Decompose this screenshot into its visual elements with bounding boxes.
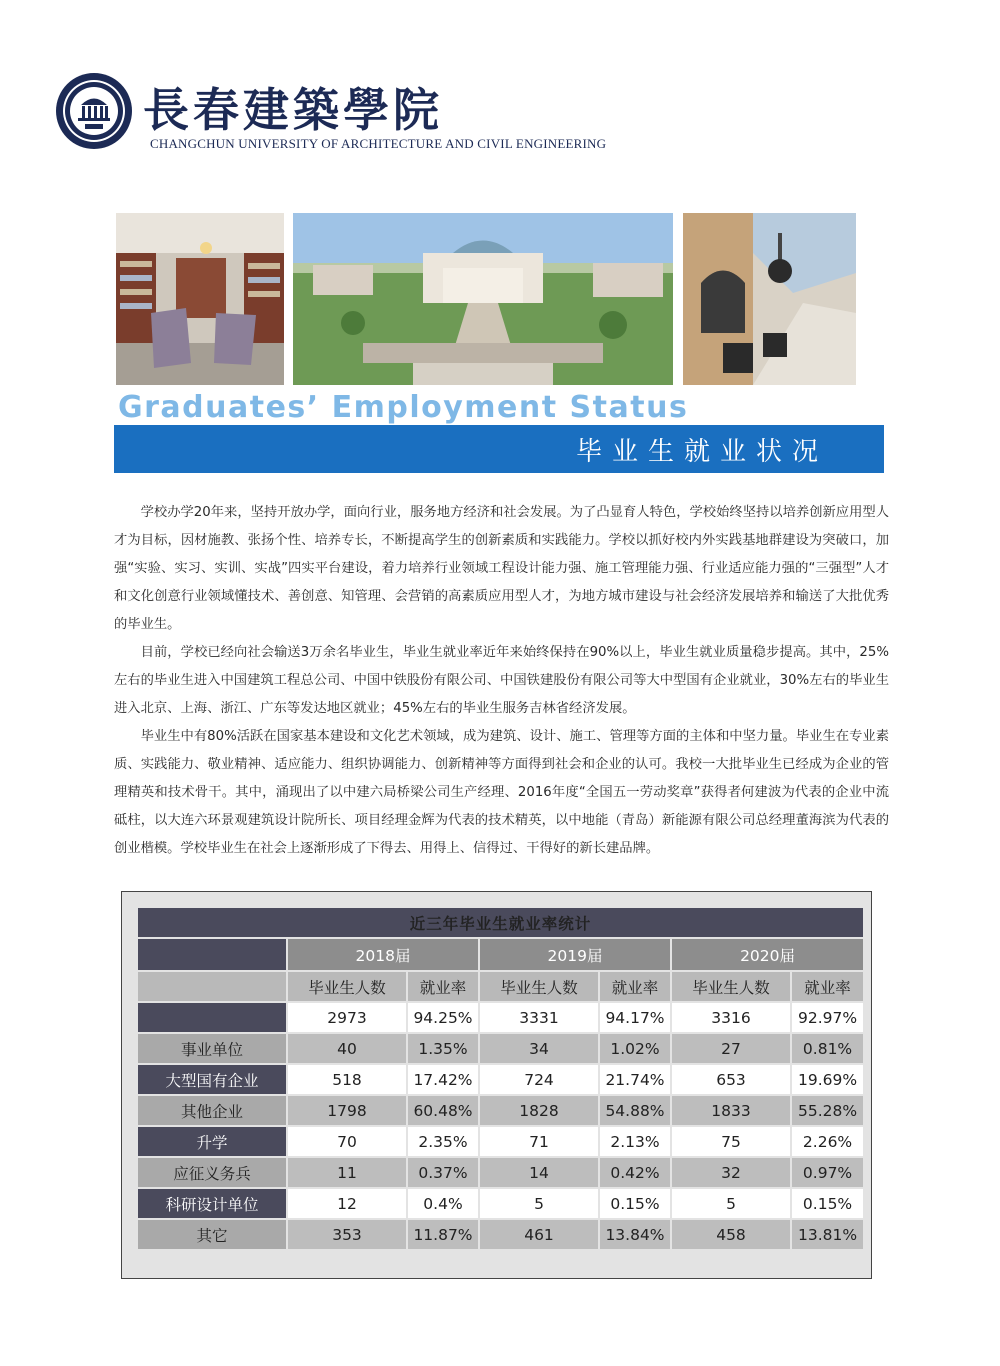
table-row bbox=[138, 1096, 863, 1125]
row-label: 其他企业 bbox=[138, 1096, 286, 1125]
table-cell: 0.81% bbox=[792, 1034, 863, 1063]
col-header-graduates: 毕业生人数 bbox=[288, 972, 406, 1001]
row-label: 升学 bbox=[138, 1127, 286, 1156]
row-label: 其它 bbox=[138, 1220, 286, 1249]
table-cell: 518 bbox=[288, 1065, 406, 1094]
table-corner-cell bbox=[138, 939, 286, 970]
table-cell: 3331 bbox=[480, 1003, 598, 1032]
table-cell: 54.88% bbox=[600, 1096, 670, 1125]
table-cell: 55.28% bbox=[792, 1096, 863, 1125]
table-cell: 2.26% bbox=[792, 1127, 863, 1156]
table-cell: 458 bbox=[672, 1220, 790, 1249]
table-row bbox=[138, 1127, 863, 1156]
table-cell: 13.81% bbox=[792, 1220, 863, 1249]
article-paragraph: 学校办学20年来，坚持开放办学，面向行业，服务地方经济和社会发展。为了凸显育人特色，学校始终坚持以培养创新应用型人才为目标，因材施教、张扬个性、培养专长，不断提高学生的创新素质和实践能力。学校以抓好校内外实践基地群建设为突破口，加强“实验、实习、实训、实战”四实平台建设，着力培养行业领域工程设计能力强、施工管理能力强、行业适应能力强的“三强型”人才和文化创意行业领域懂技术、善创意、知管理、会营销的高素质应用型人才，为地方城市建设与社会经济发展培养和输送了大批优秀的毕业生。 bbox=[114, 505, 889, 632]
banner-band bbox=[114, 425, 884, 473]
table-cell: 1.35% bbox=[408, 1034, 478, 1063]
table-cell: 19.69% bbox=[792, 1065, 863, 1094]
library-photo bbox=[116, 213, 284, 385]
table-cell: 11.87% bbox=[408, 1220, 478, 1249]
table-cell: 34 bbox=[480, 1034, 598, 1063]
table-row bbox=[138, 1065, 863, 1094]
table-cell: 0.37% bbox=[408, 1158, 478, 1187]
table-cell: 14 bbox=[480, 1158, 598, 1187]
banner-title-en: Graduates’ Employment Status bbox=[118, 390, 689, 425]
table-cell: 60.48% bbox=[408, 1096, 478, 1125]
table-corner-cell bbox=[138, 972, 286, 1001]
table-row bbox=[138, 1034, 863, 1063]
table-cell: 70 bbox=[288, 1127, 406, 1156]
col-header-graduates: 毕业生人数 bbox=[480, 972, 598, 1001]
table-cell: 3316 bbox=[672, 1003, 790, 1032]
table-cell: 724 bbox=[480, 1065, 598, 1094]
table-cell: 13.84% bbox=[600, 1220, 670, 1249]
row-label: 大型国有企业 bbox=[138, 1065, 286, 1094]
table-row-total bbox=[138, 1003, 863, 1032]
col-header-rate: 就业率 bbox=[408, 972, 478, 1001]
table-cell: 12 bbox=[288, 1189, 406, 1218]
employment-stats-panel bbox=[121, 891, 872, 1279]
table-cell: 32 bbox=[672, 1158, 790, 1187]
table-cell: 1828 bbox=[480, 1096, 598, 1125]
table-title: 近三年毕业生就业率统计 bbox=[138, 908, 863, 937]
table-cell: 40 bbox=[288, 1034, 406, 1063]
school-name-cn: 長春建築學院 bbox=[143, 83, 443, 137]
article-paragraph: 目前，学校已经向社会输送3万余名毕业生，毕业生就业率近年来始终保持在90%以上，毕业生就业质量稳步提高。其中，25%左右的毕业生进入中国建筑工程总公司、中国中铁股份有限公司、中国铁建股份有限公司等大中型国有企业就业，30%左右的毕业生进入北京、上海、浙江、广东等发达地区就业；45%左右的毕业生服务吉林省经济发展。 bbox=[114, 645, 889, 716]
table-cell: 0.4% bbox=[408, 1189, 478, 1218]
row-label bbox=[138, 1003, 286, 1032]
table-cell: 17.42% bbox=[408, 1065, 478, 1094]
table-row bbox=[138, 1158, 863, 1187]
table-cell: 653 bbox=[672, 1065, 790, 1094]
table-cell: 1.02% bbox=[600, 1034, 670, 1063]
table-cell: 92.97% bbox=[792, 1003, 863, 1032]
table-cell: 0.42% bbox=[600, 1158, 670, 1187]
banner-title-cn: 毕业生就业状况 bbox=[575, 437, 828, 467]
campus-photo bbox=[293, 213, 673, 385]
employment-stats-table bbox=[136, 906, 865, 1251]
table-cell: 1833 bbox=[672, 1096, 790, 1125]
table-row bbox=[138, 1189, 863, 1218]
col-header-rate: 就业率 bbox=[792, 972, 863, 1001]
col-header-rate: 就业率 bbox=[600, 972, 670, 1001]
table-cell: 0.15% bbox=[600, 1189, 670, 1218]
article-paragraph: 毕业生中有80%活跃在国家基本建设和文化艺术领域，成为建筑、设计、施工、管理等方面的主体和中坚力量。毕业生在专业素质、实践能力、敬业精神、适应能力、组织协调能力、创新精神等方面得到社会和企业的认可。我校一大批毕业生已经成为企业的管理精英和技术骨干。其中，涌现出了以中建六局桥梁公司生产经理、2016年度“全国五一劳动奖章”获得者何建波为代表的企业中流砥柱，以大连六环景观建筑设计院所长、项目经理金辉为代表的技术精英，以中地能（青岛）新能源有限公司总经理董海滨为代表的创业楷模。学校毕业生在社会上逐渐形成了下得去、用得上、信得过、干得好的新长建品牌。 bbox=[114, 729, 889, 856]
table-cell: 2.13% bbox=[600, 1127, 670, 1156]
year-header-2019: 2019届 bbox=[480, 939, 670, 970]
article-body bbox=[114, 499, 889, 863]
year-header-2020: 2020届 bbox=[672, 939, 863, 970]
table-cell: 1798 bbox=[288, 1096, 406, 1125]
table-cell: 0.97% bbox=[792, 1158, 863, 1187]
table-row bbox=[138, 1220, 863, 1249]
school-name-en: CHANGCHUN UNIVERSITY OF ARCHITECTURE AND CIVIL ENGINEERING bbox=[150, 136, 607, 151]
table-cell: 27 bbox=[672, 1034, 790, 1063]
table-cell: 94.17% bbox=[600, 1003, 670, 1032]
row-label: 应征义务兵 bbox=[138, 1158, 286, 1187]
row-label: 科研设计单位 bbox=[138, 1189, 286, 1218]
table-cell: 21.74% bbox=[600, 1065, 670, 1094]
table-cell: 11 bbox=[288, 1158, 406, 1187]
table-cell: 353 bbox=[288, 1220, 406, 1249]
table-cell: 0.15% bbox=[792, 1189, 863, 1218]
school-seal-icon bbox=[55, 72, 133, 150]
table-cell: 71 bbox=[480, 1127, 598, 1156]
table-cell: 2973 bbox=[288, 1003, 406, 1032]
school-logo bbox=[55, 72, 607, 162]
table-cell: 5 bbox=[480, 1189, 598, 1218]
col-header-graduates: 毕业生人数 bbox=[672, 972, 790, 1001]
table-cell: 461 bbox=[480, 1220, 598, 1249]
row-label: 事业单位 bbox=[138, 1034, 286, 1063]
corridor-photo bbox=[683, 213, 856, 385]
year-header-2018: 2018届 bbox=[288, 939, 478, 970]
table-cell: 75 bbox=[672, 1127, 790, 1156]
table-cell: 5 bbox=[672, 1189, 790, 1218]
table-cell: 2.35% bbox=[408, 1127, 478, 1156]
table-cell: 94.25% bbox=[408, 1003, 478, 1032]
